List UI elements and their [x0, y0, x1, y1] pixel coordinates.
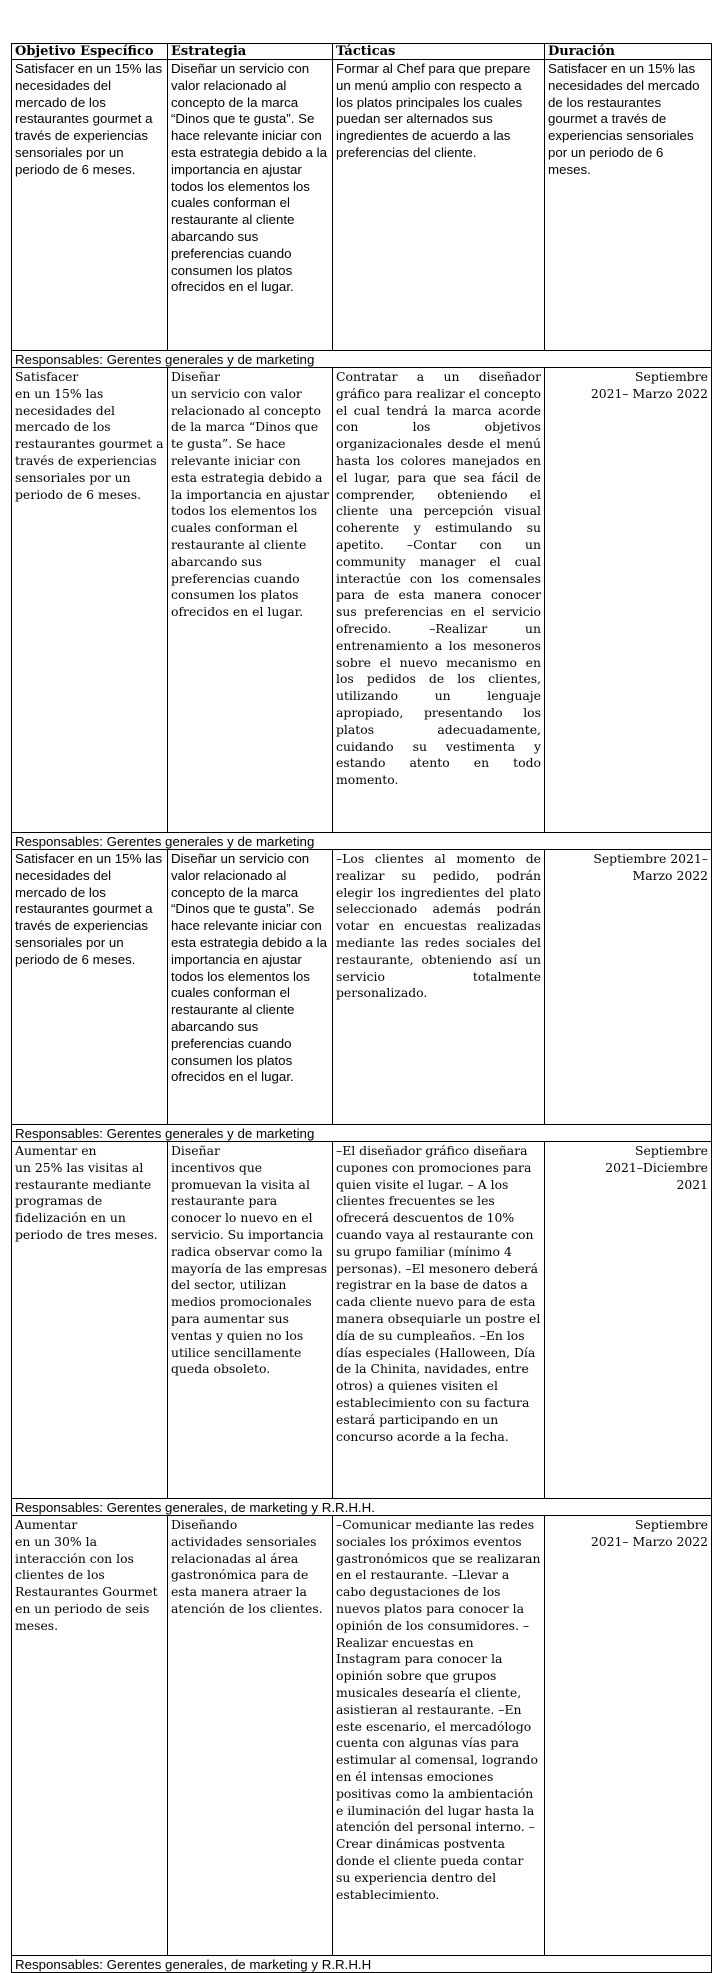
tacticas-cell: –El diseñador gráfico diseñara cupones con promociones para quien visite el lugar. – A los clientes frecuentes se les ofrecerá descuentos de 10% cuando vaya al restaurante con su grupo familiar (mínimo 4 personas). –El mesonero deberá registrar en la base de datos a cada cliente nuevo para de esta manera obsequiarle un postre el día de su cumpleaños. –En los días especiales (Halloween, Día de la Chinita, navidades, entre otros) a quienes visiten el establecimiento con su factura estará participando en un concurso acorde a la fecha.	[333, 1142, 545, 1499]
responsables-row	[12, 1125, 712, 1142]
header-duracion: Duración	[545, 44, 712, 60]
estrategia-cell: Diseñar un servicio con valor relacionado al concepto de la marca “Dinos que te gusta”. Se hace relevante iniciar con esta estrategia debido a la importancia en ajustar todos los elementos los cuales conforman el restaurante al cliente abarcando sus preferencias cuando consumen los platos ofrecidos en el lugar.	[168, 60, 333, 351]
table-row	[12, 850, 712, 1125]
responsables-row	[12, 833, 712, 850]
duracion-cell: Septiembre 2021– Marzo 2022	[545, 850, 712, 1125]
responsables-cell: Responsables: Gerentes generales y de marketing	[12, 1125, 712, 1142]
estrategia-cell: Diseñando actividades sensoriales relacionadas al área gastronómica para de esta manera atraer la atención de los clientes.	[168, 1516, 333, 1956]
responsables-cell: Responsables: Gerentes generales, de marketing y R.R.H.H.	[12, 1499, 712, 1516]
estrategia-cell: Diseñar incentivos que promuevan la visita al restaurante para conocer lo nuevo en el servicio. Su importancia radica observar como la mayoría de las empresas del sector, utilizan medios promocionales para aumentar sus ventas y quien no los utilice sencillamente queda obsoleto.	[168, 1142, 333, 1499]
table-row	[12, 60, 712, 351]
duracion-cell: Septiembre 2021– Marzo 2022	[545, 1516, 712, 1956]
strategy-table	[11, 43, 712, 1973]
objetivo-cell: Aumentar en un 25% las visitas al restaurante mediante programas de fidelización en un periodo de tres meses.	[12, 1142, 168, 1499]
objetivo-cell: Aumentar en un 30% la interacción con los clientes de los Restaurantes Gourmet en un periodo de seis meses.	[12, 1516, 168, 1956]
objetivo-cell: Satisfacer en un 15% las necesidades del mercado de los restaurantes gourmet a través de experiencias sensoriales por un periodo de 6 meses.	[12, 368, 168, 833]
header-estrategia: Estrategia	[168, 44, 333, 60]
header-objetivo: Objetivo Específico	[12, 44, 168, 60]
estrategia-cell: Diseñar un servicio con valor relacionado al concepto de la marca “Dinos que te gusta”. Se hace relevante iniciar con esta estrategia debido a la importancia en ajustar todos los elementos los cuales conforman el restaurante al cliente abarcando sus preferencias cuando consumen los platos ofrecidos en el lugar.	[168, 368, 333, 833]
tacticas-cell: –Los clientes al momento de realizar su pedido, podrán elegir los ingredientes del plato seleccionado además podrán votar en encuestas realizadas mediante las redes sociales del restaurante, obteniendo así un servicio totalmente personalizado.	[333, 850, 545, 1125]
duracion-cell: Septiembre 2021–Diciembre 2021	[545, 1142, 712, 1499]
tacticas-cell: Contratar a un diseñador gráfico para realizar el concepto el cual tendrá la marca acorde con los objetivos organizacionales desde el menú hasta los colores manejados en el lugar, para que sea fácil de comprender, obteniendo el cliente una percepción visual coherente y estimulando su apetito. –Contar con un community manager el cual interactúe con los comensales para de esta manera conocer sus preferencias en el servicio ofrecido. –Realizar un entrenamiento a los mesoneros sobre el nuevo mecanismo en los pedidos de los clientes, utilizando un lenguaje apropiado, presentando los platos adecuadamente, cuidando su vestimenta y estando atento en todo momento.	[333, 368, 545, 833]
header-tacticas: Tácticas	[333, 44, 545, 60]
table-row	[12, 1516, 712, 1956]
responsables-cell: Responsables: Gerentes generales y de marketing	[12, 833, 712, 850]
duracion-cell: Septiembre 2021– Marzo 2022	[545, 368, 712, 833]
header-row	[12, 44, 712, 60]
responsables-row	[12, 351, 712, 368]
responsables-cell: Responsables: Gerentes generales y de marketing	[12, 351, 712, 368]
responsables-cell: Responsables: Gerentes generales, de marketing y R.R.H.H	[12, 1956, 712, 1973]
table-row	[12, 368, 712, 833]
responsables-row	[12, 1956, 712, 1973]
tacticas-cell: Formar al Chef para que prepare un menú amplio con respecto a los platos principales los cuales puedan ser alternados sus ingredientes de acuerdo a las preferencias del cliente.	[333, 60, 545, 351]
objetivo-cell: Satisfacer en un 15% las necesidades del mercado de los restaurantes gourmet a través de experiencias sensoriales por un periodo de 6 meses.	[12, 60, 168, 351]
objetivo-cell: Satisfacer en un 15% las necesidades del mercado de los restaurantes gourmet a través de experiencias sensoriales por un periodo de 6 meses.	[12, 850, 168, 1125]
duracion-cell: Satisfacer en un 15% las necesidades del mercado de los restaurantes gourmet a través de experiencias sensoriales por un periodo de 6 meses.	[545, 60, 712, 351]
responsables-row	[12, 1499, 712, 1516]
table-row	[12, 1142, 712, 1499]
tacticas-cell: –Comunicar mediante las redes sociales los próximos eventos gastronómicos que se realizaran en el restaurante. –Llevar a cabo degustaciones de los nuevos platos para conocer la opinión de los consumidores. –Realizar encuestas en Instagram para conocer la opinión sobre que grupos musicales desearía el cliente, asistieran al restaurante. –En este escenario, el mercadólogo cuenta con algunas vías para estimular al comensal, logrando en él intensas emociones positivas como la ambientación e iluminación del lugar hasta la atención del personal interno. –Crear dinámicas postventa donde el cliente pueda contar su experiencia dentro del establecimiento.	[333, 1516, 545, 1956]
estrategia-cell: Diseñar un servicio con valor relacionado al concepto de la marca “Dinos que te gusta”. Se hace relevante iniciar con esta estrategia debido a la importancia en ajustar todos los elementos los cuales conforman el restaurante al cliente abarcando sus preferencias cuando consumen los platos ofrecidos en el lugar.	[168, 850, 333, 1125]
